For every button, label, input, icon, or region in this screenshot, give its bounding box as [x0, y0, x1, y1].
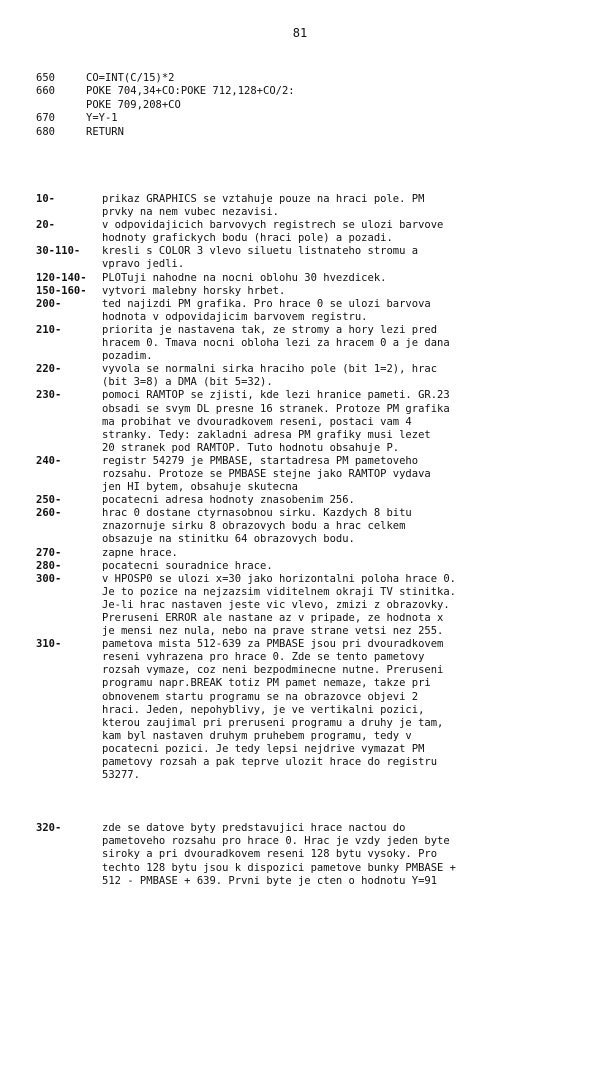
explanation-text: 53277.: [102, 769, 140, 782]
explanation-text: vyvola se normalni sirka hraciho pole (bit 1=2), hrac: [102, 363, 438, 376]
explanation-item: [36, 573, 571, 638]
explanation-text: vytvori malebny horsky hrbet.: [102, 284, 286, 297]
explanation-text: hrac 0 dostane ctyrnasobnou sirku. Kazdych 8 bitu: [102, 507, 412, 520]
explanation-text: PLOTuji nahodne na nocni oblohu 30 hvezdicek.: [102, 271, 387, 284]
explanation-text: registr 54279 je PMBASE, startadresa PM pametoveho: [102, 454, 419, 467]
line-reference: 20-: [36, 219, 55, 232]
explanation-text: 20 stranek pod RAMTOP. Tuto hodnotu obsahuje P.: [102, 441, 400, 454]
explanation-text: jen HI bytem, obsahuje skutecna: [102, 481, 298, 494]
explanation-text: ted najizdi PM grafika. Pro hrace 0 se ulozi barvova: [102, 297, 431, 310]
explanation-item: [36, 245, 571, 271]
explanation-text: obnovenem startu programu se na obrazovce objevi 2: [102, 690, 419, 703]
code-statement: POKE 704,34+CO:POKE 712,128+CO/2:: [86, 85, 295, 98]
explanation-item: [36, 298, 571, 324]
explanation-text: pozadim.: [102, 350, 153, 363]
line-reference: 120-140-: [36, 271, 87, 284]
explanation-item: [36, 822, 571, 887]
explanation-item: [36, 547, 571, 560]
explanation-item: [36, 324, 571, 363]
explanation-text: vpravo jedli.: [102, 258, 185, 271]
explanation-text: pametovy rozsah a pak teprve ulozit hrace do registru: [102, 756, 438, 769]
explanation-text: obsadi se svym DL presne 16 stranek. Protoze PM grafika: [102, 402, 450, 415]
explanation-item: [36, 455, 571, 494]
line-number: 680: [36, 125, 55, 138]
explanation-item: [36, 272, 571, 285]
explanation-text: 512 - PMBASE + 639. Prvni byte je cten o hodnotu Y=91: [102, 874, 438, 887]
line-number: 660: [36, 85, 55, 98]
code-line: [36, 99, 295, 112]
line-number: 650: [36, 72, 55, 84]
explanation-item: [36, 363, 571, 389]
line-reference: 10-: [36, 193, 55, 205]
explanation-text: v HPOSP0 se ulozi x=30 jako horizontalni poloha hrace 0.: [102, 572, 457, 585]
line-reference: 240-: [36, 454, 62, 467]
line-reference: 280-: [36, 559, 62, 572]
explanation-text: (bit 3=8) a DMA (bit 5=32).: [102, 376, 273, 389]
explanation-text: Je to pozice na nejzazsim viditelnem okraji TV stinitka.: [102, 585, 457, 598]
explanation-text: stranky. Tedy: zakladni adresa PM grafiky musi lezet: [102, 428, 431, 441]
code-line: [36, 85, 295, 98]
line-explanations: [36, 193, 571, 888]
explanation-text: pametoveho rozsahu pro hrace 0. Hrac je vzdy jeden byte: [102, 835, 450, 848]
line-reference: 230-: [36, 389, 62, 402]
explanation-text: kam byl nastaven druhym pruhebem programu, tedy v: [102, 729, 412, 742]
explanation-text: je mensi nez nula, nebo na prave strane vetsi nez 255.: [102, 625, 444, 638]
explanation-text: Preruseni ERROR ale nastane az v pripade, ze hodnota x: [102, 612, 444, 624]
basic-code-listing: [36, 72, 295, 139]
explanation-item: [36, 638, 571, 782]
code-line: [36, 112, 295, 125]
explanation-text: ma probihat ve dvouradkovem reseni, postaci vam 4: [102, 415, 412, 428]
explanation-item: [36, 507, 571, 546]
explanation-text: prvky na nem vubec nezavisi.: [102, 206, 280, 219]
explanation-text: reseni vyhrazena pro hrace 0. Zde se tento pametovy: [102, 651, 425, 664]
code-statement: RETURN: [86, 125, 124, 138]
explanation-text: pomoci RAMTOP se zjisti, kde lezi hranice pameti. GR.23: [102, 389, 450, 402]
page-number: 81: [292, 26, 308, 40]
explanation-item: [36, 494, 571, 507]
line-reference: 200-: [36, 297, 62, 310]
explanation-text: pocatecni pozici. Je tedy lepsi nejdrive vymazat PM: [102, 742, 425, 755]
explanation-text: zapne hrace.: [102, 546, 178, 559]
explanation-text: priorita je nastavena tak, ze stromy a hory lezi pred: [102, 323, 438, 336]
explanation-text: kterou zaujimal pri preruseni programu a druhy je tam,: [102, 716, 444, 729]
explanation-text: hodnoty grafickych bodu (hraci pole) a pozadi.: [102, 232, 393, 245]
explanation-text: siroky a pri dvouradkovem reseni 128 bytu vysoky. Pro: [102, 848, 438, 861]
line-reference: 250-: [36, 494, 62, 507]
explanation-text: pocatecni adresa hodnoty znasobenim 256.: [102, 494, 355, 507]
code-statement: Y=Y-1: [86, 112, 118, 125]
line-reference: 150-160-: [36, 284, 87, 297]
line-reference: 260-: [36, 507, 62, 520]
explanation-text: techto 128 bytu jsou k dispozici pametove bunky PMBASE +: [102, 861, 457, 874]
explanation-text: pametova mista 512-639 za PMBASE jsou pri dvouradkovem: [102, 638, 444, 651]
line-reference: 320-: [36, 822, 62, 835]
explanation-text: hraci. Jeden, nepohyblivy, je ve vertikalni pozici,: [102, 703, 425, 716]
code-line: [36, 126, 295, 139]
code-statement: POKE 709,208+CO: [86, 98, 181, 111]
explanation-text: Je-li hrac nastaven jeste vic vlevo, zmizi z obrazovky.: [102, 598, 450, 611]
explanation-item: [36, 219, 571, 245]
explanation-item: [36, 285, 571, 298]
explanation-text: rozsah vymaze, coz neni bezpodminecne nutne. Preruseni: [102, 664, 444, 677]
explanation-item: [36, 560, 571, 573]
explanation-text: v odpovidajicich barvovych registrech se ulozi barvove: [102, 219, 444, 232]
explanation-text: zde se datove byty predstavujici hrace nactou do: [102, 822, 406, 835]
explanation-text: hracem 0. Tmava nocni obloha lezi za hracem 0 a je dana: [102, 337, 450, 350]
explanation-text: znazornuje sirku 8 obrazovych bodu a hrac celkem: [102, 520, 406, 533]
explanation-text: pocatecni souradnice hrace.: [102, 559, 273, 572]
line-reference: 220-: [36, 363, 62, 376]
explanation-item: [36, 389, 571, 454]
explanation-text: kresli s COLOR 3 vlevo siluetu listnateho stromu a: [102, 245, 419, 258]
line-reference: 210-: [36, 323, 62, 336]
line-reference: 30-110-: [36, 245, 81, 258]
explanation-text: hodnota v odpovidajicim barvovem registru.: [102, 310, 368, 323]
code-line: [36, 72, 295, 85]
explanation-text: rozsahu. Protoze se PMBASE stejne jako RAMTOP vydava: [102, 467, 431, 480]
explanation-text: obsazuje na stinitku 64 obrazovych bodu.: [102, 533, 355, 546]
explanation-text: programu napr.BREAK totiz PM pamet nemaze, takze pri: [102, 677, 431, 690]
code-statement: CO=INT(C/15)*2: [86, 72, 175, 84]
line-number: 670: [36, 112, 55, 125]
line-reference: 310-: [36, 638, 62, 651]
explanation-text: prikaz GRAPHICS se vztahuje pouze na hraci pole. PM: [102, 193, 425, 205]
explanation-item: [36, 193, 571, 219]
line-reference: 300-: [36, 572, 62, 585]
line-reference: 270-: [36, 546, 62, 559]
